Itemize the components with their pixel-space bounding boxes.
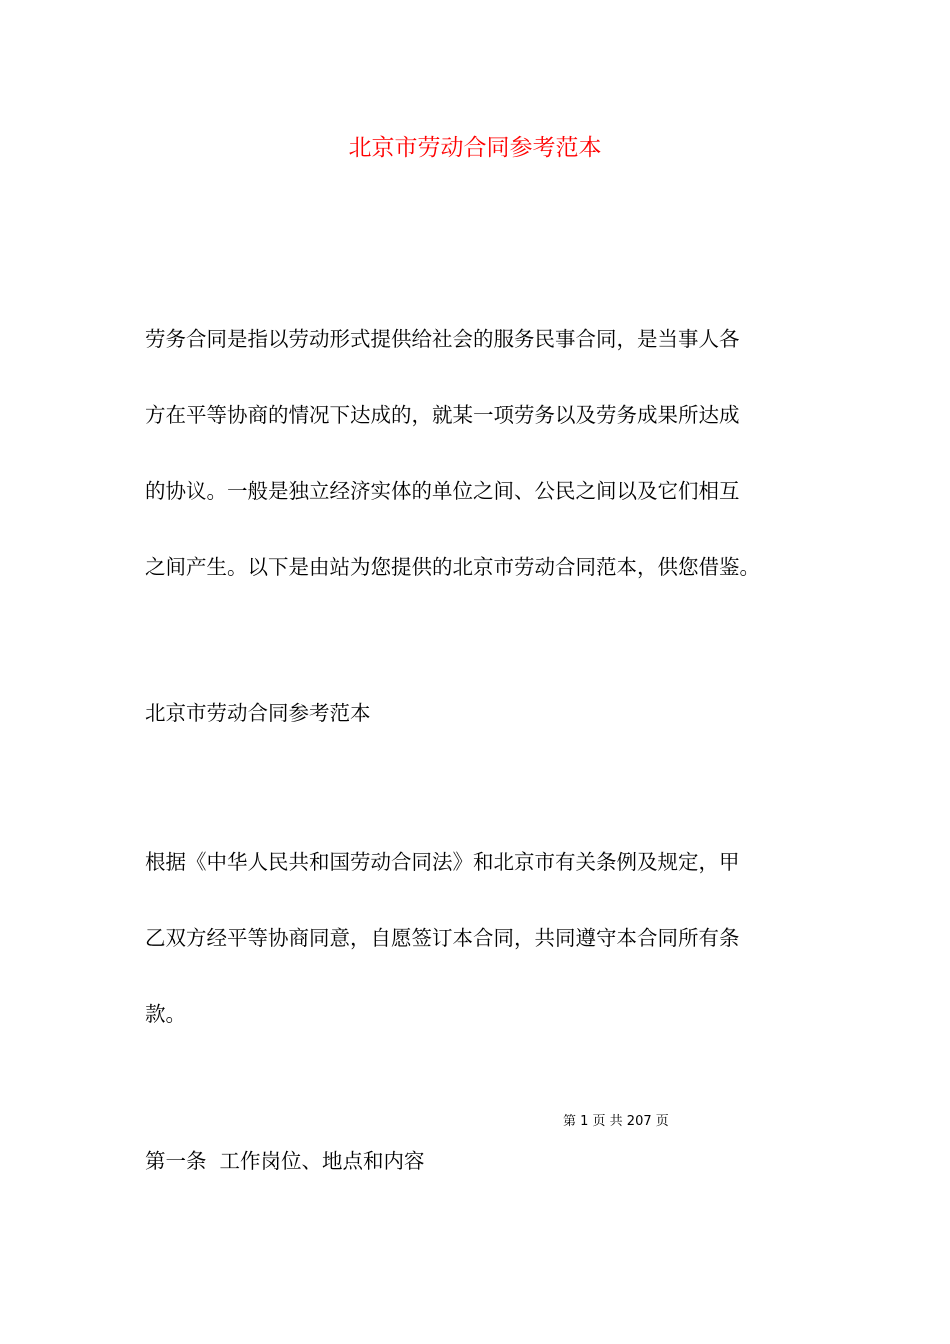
document-title: 北京市劳动合同参考范本: [348, 135, 602, 161]
section-subtitle: 北京市劳动合同参考范本: [145, 701, 371, 725]
intro-line: 之间产生。以下是由站为您提供的北京市劳动合同范本，供您借鉴。: [145, 555, 760, 579]
intro-paragraph: [145, 301, 809, 605]
intro-line: 劳务合同是指以劳动形式提供给社会的服务民事合同，是当事人各: [145, 327, 740, 351]
basis-line: 款。: [145, 1002, 186, 1026]
intro-line: 的协议。一般是独立经济实体的单位之间、公民之间以及它们相互: [145, 479, 740, 503]
article-1-heading: 第一条 工作岗位、地点和内容: [145, 1149, 425, 1173]
basis-line: 根据《中华人民共和国劳动合同法》和北京市有关条例及规定，甲: [145, 850, 740, 874]
basis-line: 乙双方经平等协商同意，自愿签订本合同，共同遵守本合同所有条: [145, 926, 740, 950]
article-1-paragraph: [145, 1123, 809, 1199]
page-number-footer: 第 1 页 共 207 页: [563, 1114, 669, 1129]
subtitle-paragraph: [145, 675, 809, 751]
basis-paragraph: [145, 824, 809, 1052]
intro-line: 方在平等协商的情况下达成的，就某一项劳务以及劳务成果所达成: [145, 403, 740, 427]
